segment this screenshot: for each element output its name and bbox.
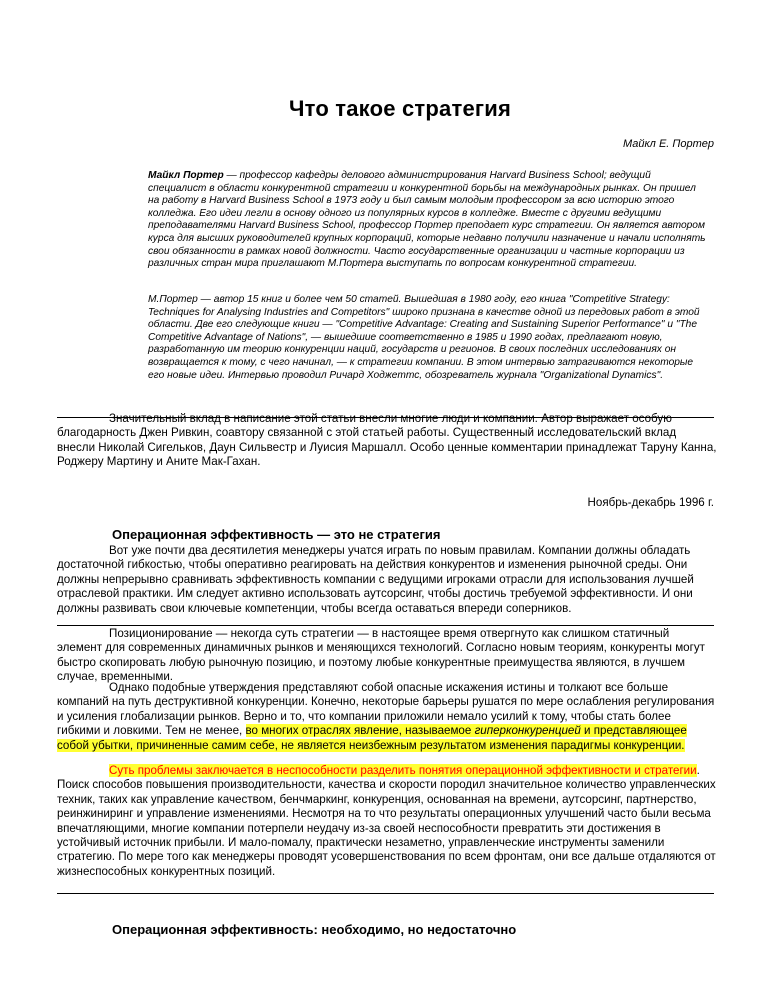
acknowledgement-text: Значительный вклад в написание этой статьи внесли многие люди и компании. Автор выражает особую благодарность Джен Ривкин, соавтору связанной с этой статьей работы. Существенный исследовательский вклад внесли Николай Сигельков, Даун Сильвестр и Луисия Маршалл. Особо ценные комментарии принадлежат Таруну Канна, Роджеру Мартину и Аните Мак-Гахан. bbox=[57, 412, 717, 469]
paragraph-text: Вот уже почти два десятилетия менеджеры учатся играть по новым правилам. Компании должны обладать достаточной гибкостью, чтобы оперативно реагировать на действия конкурентов и изменения рыночной среды. Они должны непрерывно сравнивать эффективность компании с ведущими игроками отрасли для использования лучшей отраслевой практики. Им следует активно использовать аутсорсинг, чтобы достичь требуемой эффективности. И они должны развивать свои ключевые компетенции, чтобы всегда оставаться впереди соперников. bbox=[57, 544, 694, 615]
divider-rule bbox=[57, 625, 714, 626]
body-paragraph-1 bbox=[57, 544, 717, 616]
section-heading-1: Операционная эффективность — это не стратегия bbox=[112, 527, 441, 542]
body-paragraph-2 bbox=[57, 627, 717, 685]
paragraph-text: . Поиск способов повышения производительности, качества и скорости породил значительное количество управленческих техник, таких как управление качеством, бенчмаркинг, конкуренция, основанная на времени, аутсорсинг, партнерство, реинжиниринг и управление изменениями. Несмотря на то что результаты операционных улучшений часто были весьма впечатляющими, многие компании потерпели неудачу из-за своей неспособности превратить эти достижения в устойчивый источник прибыли. И мало-помалу, практически незаметно, управленческие инструменты заменили стратегию. По мере того как менеджеры проводят усовершенствования по всем фронтам, они все дальше отдаляются от жизнеспособных конкурентных позиций. bbox=[57, 764, 716, 878]
document-title: Что такое стратегия bbox=[288, 96, 512, 121]
highlighted-text: во многих отраслях явление, называемое bbox=[245, 724, 475, 738]
author-bio-paragraph-2 bbox=[148, 294, 708, 382]
author-bio-paragraph-1 bbox=[148, 170, 708, 271]
publication-date: Ноябрь-декабрь 1996 г. bbox=[587, 496, 714, 509]
divider-rule bbox=[57, 893, 714, 894]
author-line: Майкл Е. Портер bbox=[622, 138, 714, 150]
paragraph-text: Позиционирование — некогда суть стратегии — в настоящее время отвергнуто как слишком статичный элемент для современных динамичных рынков и меняющихся технологий. Согласно новым теориям, конкуренты могут быстро скопировать любую рыночную позицию, и поэтому любые конкурентные преимущества являются, в лучшем случае, временными. bbox=[57, 627, 705, 684]
body-paragraph-3 bbox=[57, 681, 717, 753]
section-heading-2: Операционная эффективность: необходимо, но недостаточно bbox=[112, 922, 517, 937]
highlighted-italic-term: гиперконкуренцией bbox=[474, 724, 581, 738]
highlighted-text: и представляющее собой убытки, причиненные самим себе, не является неизбежным результатом изменения парадигмы конкуренции. bbox=[57, 724, 687, 752]
highlighted-red-text: Суть проблемы заключается в неспособности разделить понятия операционной эффективности и стратегии bbox=[109, 764, 697, 777]
author-name-bold: Майкл Портер bbox=[148, 170, 224, 181]
paragraph-text: Однако подобные утверждения представляют собой опасные искажения истины и толкают все больше компаний на путь деструктивной конкуренции. Конечно, некоторые барьеры рушатся по мере ослабления регулирования и усиления глобализации рынков. Верно и то, что компании приложили немало усилий к тому, чтобы стать более гибкими и ловкими. Тем не менее, bbox=[57, 681, 715, 738]
author-bio-text: — профессор кафедры делового администрирования Harvard Business School; ведущий специалист в области конкурентной стратегии и конкурентной борьбы на международных рынках. Он пришел на работу в Harvard Business School в 1973 году и был самым молодым профессором за всю историю этого колледжа. Его идеи легли в основу одного из популярных курсов в колледже. Вместе с другими ведущими преподавателями Harvard Business School, профессор Портер преподает курс стратегии. Он является автором курса для высших руководителей крупных корпораций, которые недавно получили назначение и начали исполнять свои обязанности в рамках новой должности. Часто государственные организации и частные корпорации из различных стран мира приглашают М.Портера выступать по вопросам конкурентной стратегии. bbox=[148, 170, 706, 270]
acknowledgement-paragraph bbox=[57, 412, 717, 470]
body-paragraph-4 bbox=[57, 764, 717, 879]
author-books-text: М.Портер — автор 15 книг и более чем 50 статей. Вышедшая в 1980 году, его книга "Competitive Strategy: Techniques for Analysing Industries and Competitors" широко признана в качестве одной из передовых работ в этой области. Две его следующие книги — "Competitive Advantage: Creating and Sustaining Superior Performance" и "The Competitive Advantage of Nations", — вышедшие соответственно в 1985 и 1990 годах, предлагают новую, разработанную им теорию конкуренции наций, государств и регионов. В своих последних исследованиях он возвращается к тому, с чего начинал, — к стратегии компании. В этом интервью затрагиваются некоторые его новые идеи. Интервью проводил Ричард Ходжеттс, обозреватель журнала "Organizational Dynamics". bbox=[148, 294, 700, 381]
